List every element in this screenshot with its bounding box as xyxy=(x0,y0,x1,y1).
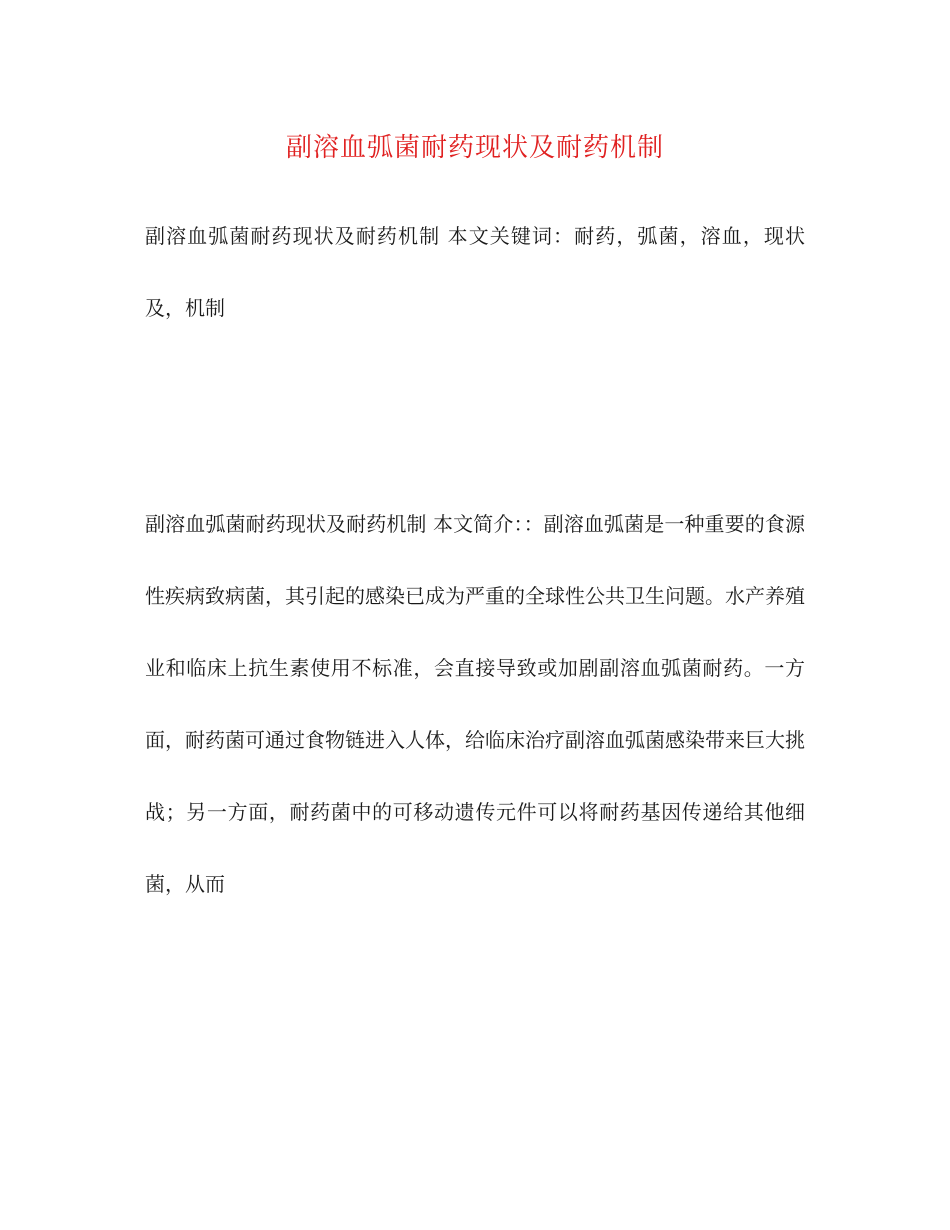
document-title: 副溶血弧菌耐药现状及耐药机制 xyxy=(285,133,664,163)
keywords-paragraph: 副溶血弧菌耐药现状及耐药机制 本文关键词：耐药，弧菌，溶血，现状及，机制 xyxy=(145,224,805,320)
summary-paragraph: 副溶血弧菌耐药现状及耐药机制 本文简介：：副溶血弧菌是一种重要的食源性疾病致病菌，其引起的感染已成为严重的全球性公共卫生问题。水产养殖业和临床上抗生素使用不标准，会直接导致或加剧副溶血弧菌耐药。一方面，耐药菌可通过食物链进入人体，给临床治疗副溶血弧菌感染带来巨大挑战；另一方面，耐药菌中的可移动遗传元件可以将耐药基因传递给其他细菌，从而 xyxy=(145,512,805,896)
